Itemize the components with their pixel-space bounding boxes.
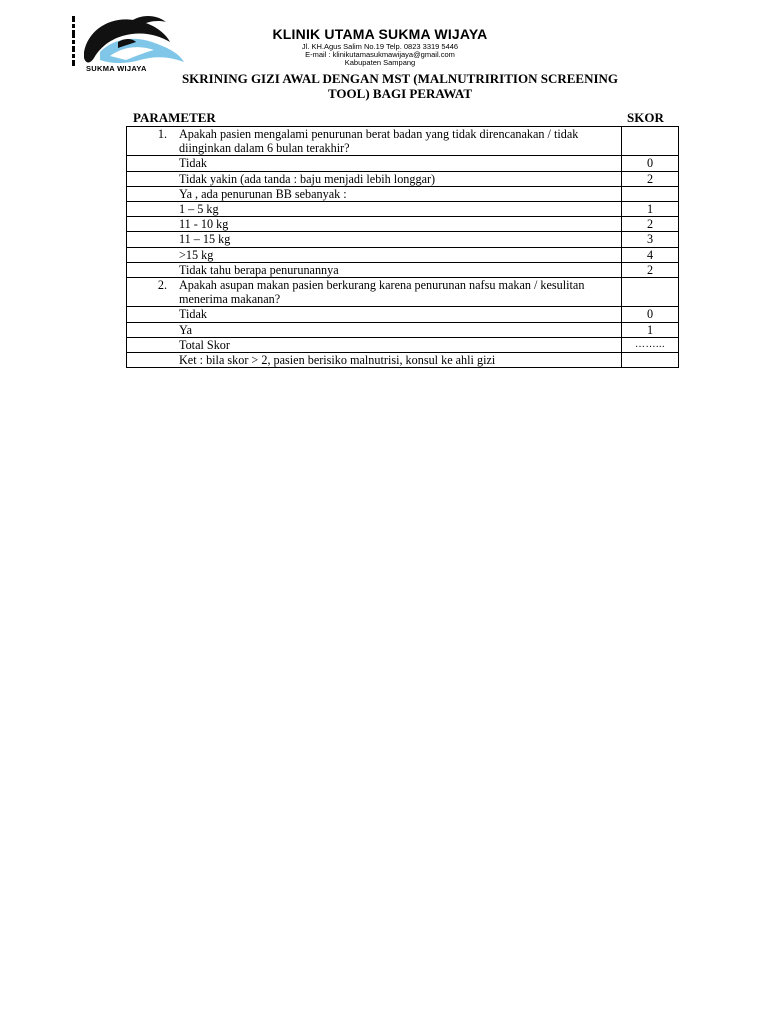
title-line-1: SKRINING GIZI AWAL DENGAN MST (MALNUTRIRITION SCREENING	[181, 71, 619, 86]
document-title	[120, 71, 680, 101]
row-parameter: Tidak tahu berapa penurunannya	[177, 262, 622, 277]
row-parameter: Total Skor	[177, 337, 622, 352]
row-score: 2	[622, 262, 679, 277]
row-number	[127, 337, 178, 352]
row-number	[127, 202, 178, 217]
clinic-email: E-mail : klinikutamasukmawijaya@gmail.com	[305, 50, 455, 59]
row-parameter: Ket : bila skor > 2, pasien berisiko malnutrisi, konsul ke ahli gizi	[177, 353, 622, 368]
table-row	[127, 307, 679, 322]
clinic-region: Kabupaten Sampang	[344, 58, 416, 67]
row-parameter: Ya , ada penurunan BB sebanyak :	[177, 186, 622, 201]
row-parameter: Ya	[177, 322, 622, 337]
row-score: 0	[622, 307, 679, 322]
row-number	[127, 307, 178, 322]
row-score: 4	[622, 247, 679, 262]
row-parameter: Apakah asupan makan pasien berkurang karena penurunan nafsu makan / kesulitan menerima makanan?	[177, 278, 622, 307]
clinic-address: Jl. KH.Agus Salim No.19 Telp. 0823 3319 5446	[301, 42, 459, 51]
row-score: 2	[622, 171, 679, 186]
table-row	[127, 278, 679, 307]
score-header: SKOR	[627, 110, 664, 125]
row-score: ……...	[622, 337, 679, 352]
row-score	[622, 278, 679, 307]
row-parameter: Tidak	[177, 156, 622, 171]
row-parameter: Tidak	[177, 307, 622, 322]
row-parameter: Apakah pasien mengalami penurunan berat badan yang tidak direncanakan / tidak diinginkan dalam 6 bulan terakhir?	[177, 127, 622, 156]
mst-table	[126, 126, 679, 368]
row-number: 1.	[127, 127, 178, 156]
table-row	[127, 337, 679, 352]
row-score: 2	[622, 217, 679, 232]
table-row	[127, 353, 679, 368]
table-row	[127, 171, 679, 186]
row-number	[127, 232, 178, 247]
table-row	[127, 262, 679, 277]
row-parameter: >15 kg	[177, 247, 622, 262]
row-score: 1	[622, 202, 679, 217]
row-number	[127, 353, 178, 368]
row-number	[127, 322, 178, 337]
row-number	[127, 217, 178, 232]
row-number: 2.	[127, 278, 178, 307]
row-parameter: 1 – 5 kg	[177, 202, 622, 217]
table-row	[127, 232, 679, 247]
table-row	[127, 127, 679, 156]
clinic-name: KLINIK UTAMA SUKMA WIJAYA	[272, 26, 488, 42]
row-score: 3	[622, 232, 679, 247]
row-score	[622, 186, 679, 201]
table-row	[127, 247, 679, 262]
title-line-2: TOOL) BAGI PERAWAT	[328, 86, 472, 101]
mst-table-body	[127, 127, 679, 368]
row-parameter: 11 – 15 kg	[177, 232, 622, 247]
table-row	[127, 186, 679, 201]
table-row	[127, 322, 679, 337]
table-row	[127, 156, 679, 171]
row-score: 0	[622, 156, 679, 171]
table-row	[127, 217, 679, 232]
row-number	[127, 156, 178, 171]
row-score	[622, 353, 679, 368]
table-row	[127, 202, 679, 217]
row-number	[127, 247, 178, 262]
row-number	[127, 171, 178, 186]
row-number	[127, 262, 178, 277]
row-score	[622, 127, 679, 156]
row-number	[127, 186, 178, 201]
row-score: 1	[622, 322, 679, 337]
row-parameter: Tidak yakin (ada tanda : baju menjadi lebih longgar)	[177, 171, 622, 186]
logo-caption: SUKMA WIJAYA	[86, 64, 147, 73]
row-parameter: 11 - 10 kg	[177, 217, 622, 232]
parameter-header: PARAMETER	[133, 110, 216, 125]
